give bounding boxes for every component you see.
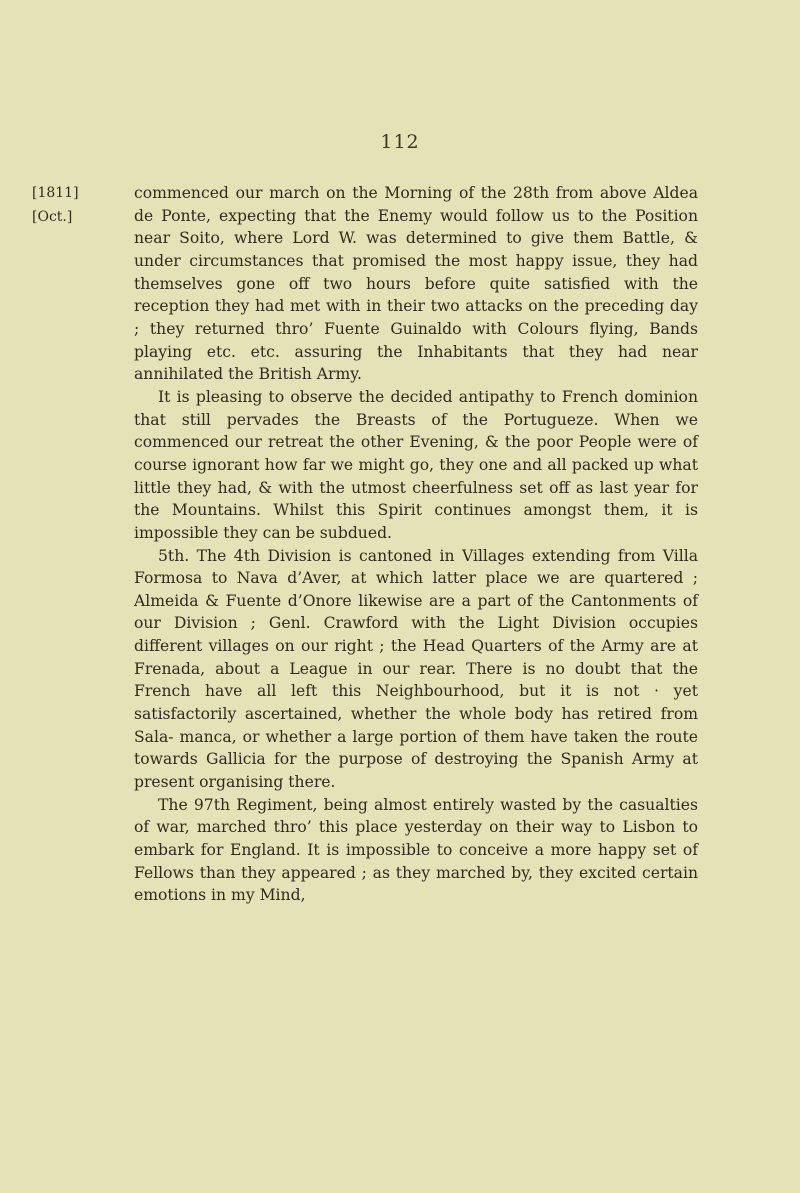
paragraph-march: commenced our march on the Morning of the 28th from above Aldea de Ponte, expecting that the Enemy would follow us to the Position near Soito, where Lord W. was determined to give them Battle, & under circumstances that promised the most happy issue, they had themselves gone off two hours before quite satisfied with the reception they had met with in their two attacks on the preceding day ; they returned thro’ Fuente Guinaldo with Colours flying, Bands playing etc. etc. assuring the Inhabitants that they had near annihilated the British Army. — [134, 184, 698, 384]
body-text — [134, 182, 698, 907]
page-number: 112 — [380, 131, 420, 153]
margin-date-note — [32, 181, 79, 229]
margin-month: [Oct.] — [32, 209, 73, 225]
paragraph-antipathy: It is pleasing to observe the decided antipathy to French dominion that still pervades the Breasts of the Portugueze. When we commenced our retreat the other Evening, & the poor People were of course ignorant how far we might go, they one and all packed up what little they had, & with the utmost cheerfulness set off as last year for the Mountains. Whilst this Spirit continues amongst them, it is impossible they can be subdued. — [134, 387, 698, 542]
paragraph-97th-regiment: The 97th Regiment, being almost entirely wasted by the casualties of war, marched thro’ this place yesterday on their way to Lisbon to embark for England. It is impossible to conceive a more happy set of Fellows than they appeared ; as they marched by, they excited certain emotions in my Mind, — [134, 795, 698, 905]
margin-year: [1811] — [32, 185, 79, 201]
paragraph-5th: 5th. The 4th Division is cantoned in Villages extending from Villa Formosa to Nava d’Aver, at which latter place we are quartered ; Almeida & Fuente d’Onore likewise are a part of the Cantonments of our Division ; Genl. Crawford with the Light Division occupies different villages on our right ; the Head Quarters of the Army are at Frenada, about a League in our rear. There is no doubt that the French have all left this Neighbourhood, but it is not · yet satisfactorily ascertained, whether the whole body has retired from Sala- manca, or whether a large portion of them have taken the route towards Gallicia for the purpose of destroying the Spanish Army at present organising there. — [134, 546, 698, 792]
